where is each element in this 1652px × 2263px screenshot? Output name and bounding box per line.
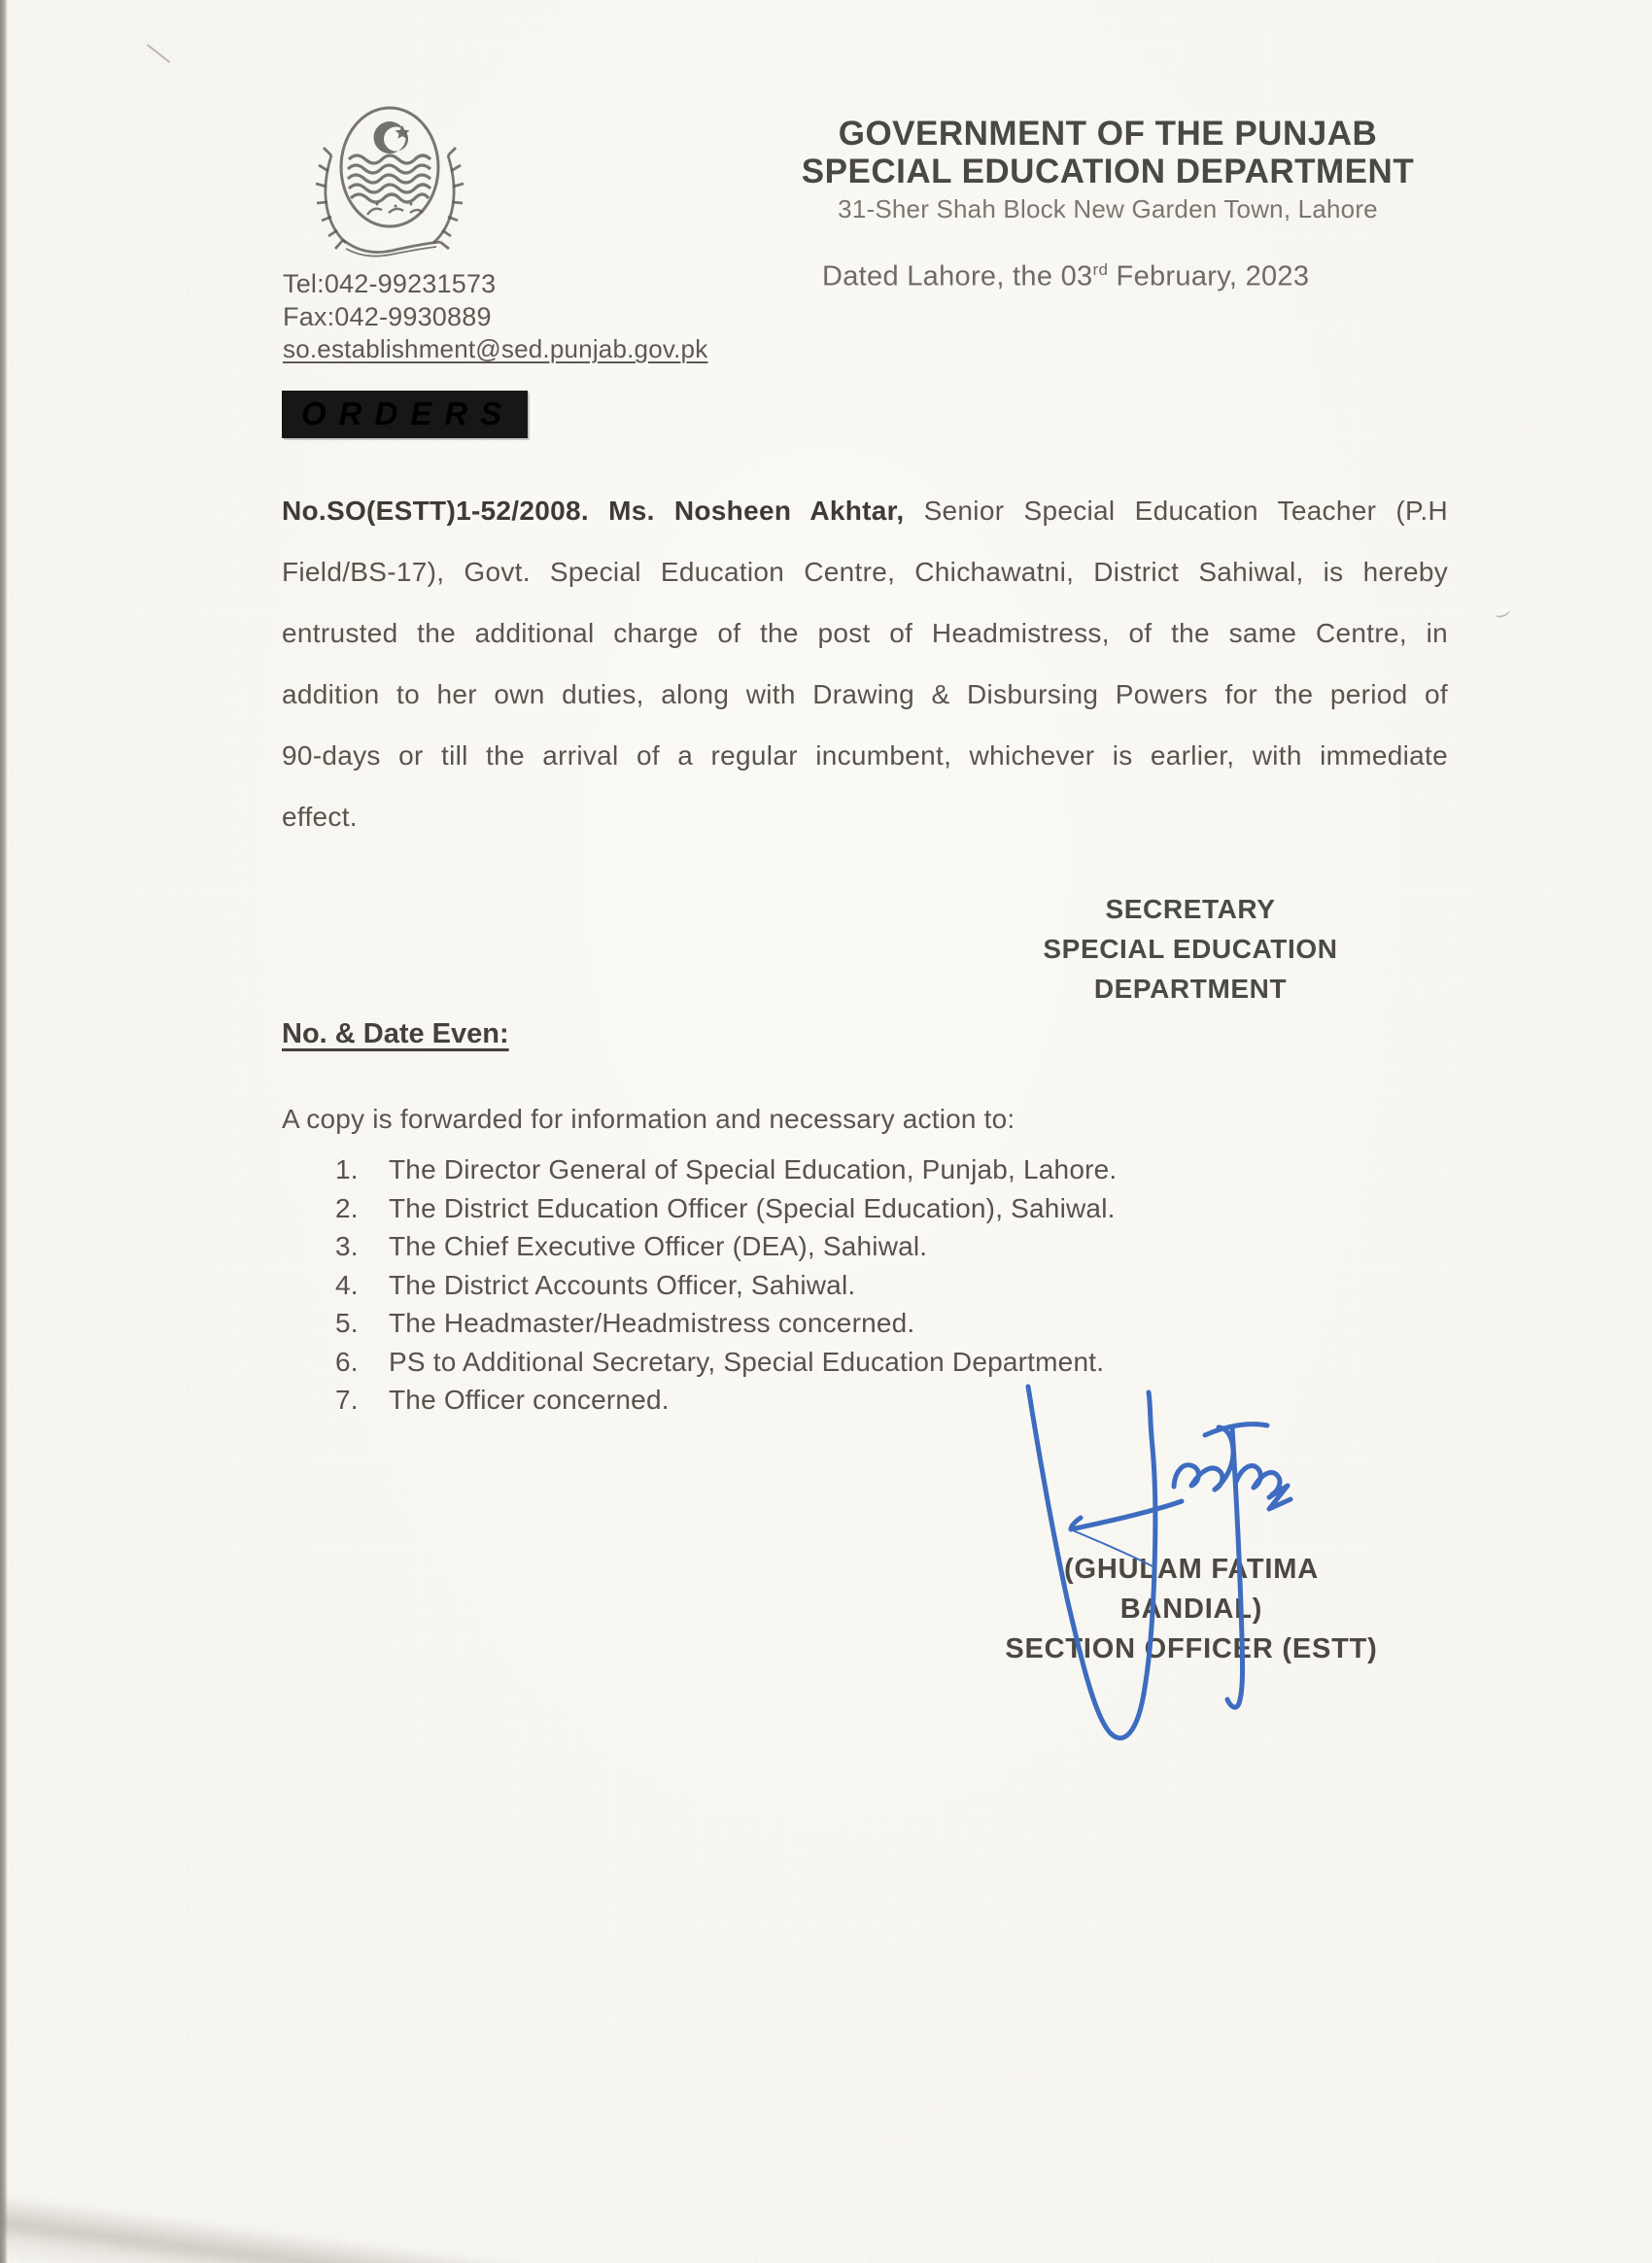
date-line — [822, 260, 1309, 293]
ribbon-banner — [335, 240, 449, 257]
letterhead — [748, 115, 1467, 224]
order-paragraph — [282, 480, 1448, 847]
list-item — [335, 1270, 1117, 1309]
order-reference-number: No.SO(ESTT)1-52/2008. Ms. Nosheen Akhtar, — [282, 496, 905, 526]
river-waves — [348, 155, 430, 202]
org-address: 31-Sher Shah Block New Garden Town, Lahore — [838, 194, 1378, 223]
list-item — [335, 1231, 1117, 1270]
list-item-text: The District Education Officer (Special Education), Sahiwal. — [389, 1192, 1116, 1223]
list-item-number: 1. — [335, 1154, 359, 1184]
list-item-number: 3. — [335, 1231, 359, 1261]
copy-forwarded-line: A copy is forwarded for information and necessary action to: — [282, 1104, 1015, 1134]
list-item — [335, 1308, 1117, 1347]
signatory-designation-block — [1011, 889, 1370, 1009]
list-item-text: PS to Additional Secretary, Special Education Department. — [389, 1346, 1105, 1377]
urdu-script — [367, 203, 423, 216]
list-item-number: 6. — [335, 1346, 359, 1377]
officer-name: (GHULAM FATIMA BANDIAL) — [1064, 1554, 1319, 1625]
fax-number: Fax:042-9930889 — [283, 301, 492, 331]
signatory-line: DEPARTMENT — [1093, 974, 1288, 1004]
signature-thin-stroke — [1075, 1531, 1154, 1567]
list-item-number: 5. — [335, 1308, 359, 1338]
list-item-text: The Director General of Special Education, Punjab, Lahore. — [389, 1154, 1118, 1184]
signatory-line: SECRETARY — [1105, 894, 1276, 924]
list-item-number: 7. — [335, 1385, 359, 1415]
org-name-line2: SPECIAL EDUCATION DEPARTMENT — [801, 153, 1415, 190]
date-prefix: Dated Lahore, the 03 — [822, 260, 1093, 292]
scan-corner-mark — [147, 44, 171, 63]
list-item-text: The Headmaster/Headmistress concerned. — [389, 1308, 915, 1338]
email-address: so.establishment@sed.punjab.gov.pk — [283, 334, 708, 363]
orders-heading-banner: ORDERS — [282, 391, 528, 438]
officer-title: SECTION OFFICER (ESTT) — [1005, 1633, 1378, 1664]
date-ordinal: rd — [1092, 260, 1109, 279]
list-item-text: The Officer concerned. — [389, 1385, 670, 1415]
scan-left-edge-shadow — [0, 0, 8, 2263]
signatory-line: SPECIAL EDUCATION — [1043, 934, 1338, 964]
punjab-government-crest-logo — [285, 97, 500, 262]
order-body-text: Senior Special Education Teacher (P.H Field/BS-17), Govt. Special Education Centre, Chichawatni, District Sahiwal, is hereby entrusted the additional charge of the post of Headmistress, of the same Centre, in addition to her own duties, along with Drawing & Disbursing Powers for the period of 90-days or till the arrival of a regular incumbent, whichever is earlier, with immediate effect. — [282, 496, 1448, 832]
list-item-number: 4. — [335, 1269, 359, 1300]
handwritten-signature — [991, 1365, 1312, 1754]
crescent-icon — [374, 121, 409, 154]
signature-strokes — [1028, 1387, 1291, 1738]
telephone-number: Tel:042-99231573 — [283, 269, 497, 298]
list-item — [335, 1154, 1117, 1193]
contact-block — [283, 268, 707, 366]
scan-fold-shadow — [0, 2144, 600, 2263]
list-item-number: 2. — [335, 1192, 359, 1223]
list-item-text: The District Accounts Officer, Sahiwal. — [389, 1269, 856, 1300]
date-suffix: February, 2023 — [1108, 260, 1310, 292]
org-name-line1: GOVERNMENT OF THE PUNJAB — [838, 115, 1378, 153]
no-and-date-even-heading: No. & Date Even: — [282, 1018, 509, 1049]
margin-pencil-mark — [1494, 604, 1511, 619]
list-item — [335, 1193, 1117, 1232]
list-item-text: The Chief Executive Officer (DEA), Sahiwal. — [389, 1231, 928, 1261]
